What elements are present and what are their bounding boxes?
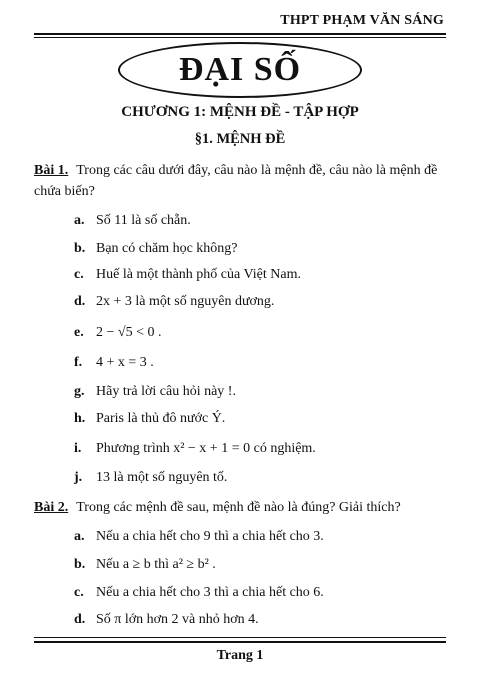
list-item xyxy=(74,440,316,458)
item-label: b. xyxy=(74,557,86,572)
item-label: c. xyxy=(74,267,84,282)
item-label: c. xyxy=(74,585,84,600)
list-item xyxy=(74,324,161,342)
item-text: Nếu a chia hết cho 9 thì a chia hết cho 3. xyxy=(96,529,324,544)
list-item xyxy=(74,293,274,311)
school-name: THPT PHẠM VĂN SÁNG xyxy=(280,13,444,28)
item-label: d. xyxy=(74,294,86,309)
section-heading: §1. MỆNH ĐỀ xyxy=(194,131,286,147)
list-item xyxy=(74,410,225,428)
item-label: f. xyxy=(74,355,83,370)
list-item xyxy=(74,383,236,401)
item-text: Số 11 là số chẵn. xyxy=(96,213,191,228)
item-text: Nếu a chia hết cho 3 thì a chia hết cho 6. xyxy=(96,585,324,600)
list-item xyxy=(74,469,227,487)
item-label: g. xyxy=(74,384,85,399)
item-label: j. xyxy=(74,470,83,485)
item-text: 2 − √5 < 0 . xyxy=(96,325,162,340)
item-label: a. xyxy=(74,213,85,228)
item-text: Phương trình x² − x + 1 = 0 có nghiệm. xyxy=(96,441,316,456)
exercise-1-prompt xyxy=(34,160,440,202)
footer-rule xyxy=(34,641,446,643)
list-item xyxy=(74,240,238,258)
item-text: 2x + 3 là một số nguyên dương. xyxy=(96,294,275,309)
item-text: Nếu a ≥ b thì a² ≥ b² . xyxy=(96,557,216,572)
exercise-1-label: Bài 1. xyxy=(34,163,69,178)
list-item xyxy=(74,212,191,230)
footer-rule-thin xyxy=(34,637,446,638)
chapter-heading: CHƯƠNG 1: MỆNH ĐỀ - TẬP HỢP xyxy=(121,104,359,120)
item-label: h. xyxy=(74,411,86,426)
title-oval xyxy=(118,42,362,98)
item-label: d. xyxy=(74,612,86,627)
list-item xyxy=(74,266,301,284)
list-item xyxy=(74,584,324,602)
page-title: ĐẠI SỐ xyxy=(178,51,302,88)
page-number: Trang 1 xyxy=(216,648,264,663)
item-text: Số π lớn hơn 2 và nhỏ hơn 4. xyxy=(96,612,259,627)
list-item xyxy=(74,354,154,372)
exercise-2-prompt xyxy=(34,497,440,518)
exercise-2-label: Bài 2. xyxy=(34,500,69,515)
item-label: i. xyxy=(74,441,82,456)
item-text: Hãy trả lời câu hỏi này !. xyxy=(96,384,236,399)
item-label: a. xyxy=(74,529,85,544)
exercise-1-text: Trong các câu dưới đây, câu nào là mệnh đề, câu nào là mệnh đề chứa biến? xyxy=(34,163,438,199)
list-item xyxy=(74,556,216,574)
item-text: Bạn có chăm học không? xyxy=(96,241,238,256)
exercise-2-text: Trong các mệnh đề sau, mệnh đề nào là đúng? Giải thích? xyxy=(76,500,401,515)
header-rule-thin xyxy=(34,37,446,38)
item-text: Huế là một thành phố của Việt Nam. xyxy=(96,267,301,282)
list-item xyxy=(74,528,324,546)
item-text: Paris là thủ đô nước Ý. xyxy=(96,411,226,426)
header-rule xyxy=(34,33,446,35)
item-text: 4 + x = 3 . xyxy=(96,355,154,370)
item-label: b. xyxy=(74,241,86,256)
item-text: 13 là một số nguyên tố. xyxy=(96,470,228,485)
list-item xyxy=(74,611,259,629)
item-label: e. xyxy=(74,325,84,340)
